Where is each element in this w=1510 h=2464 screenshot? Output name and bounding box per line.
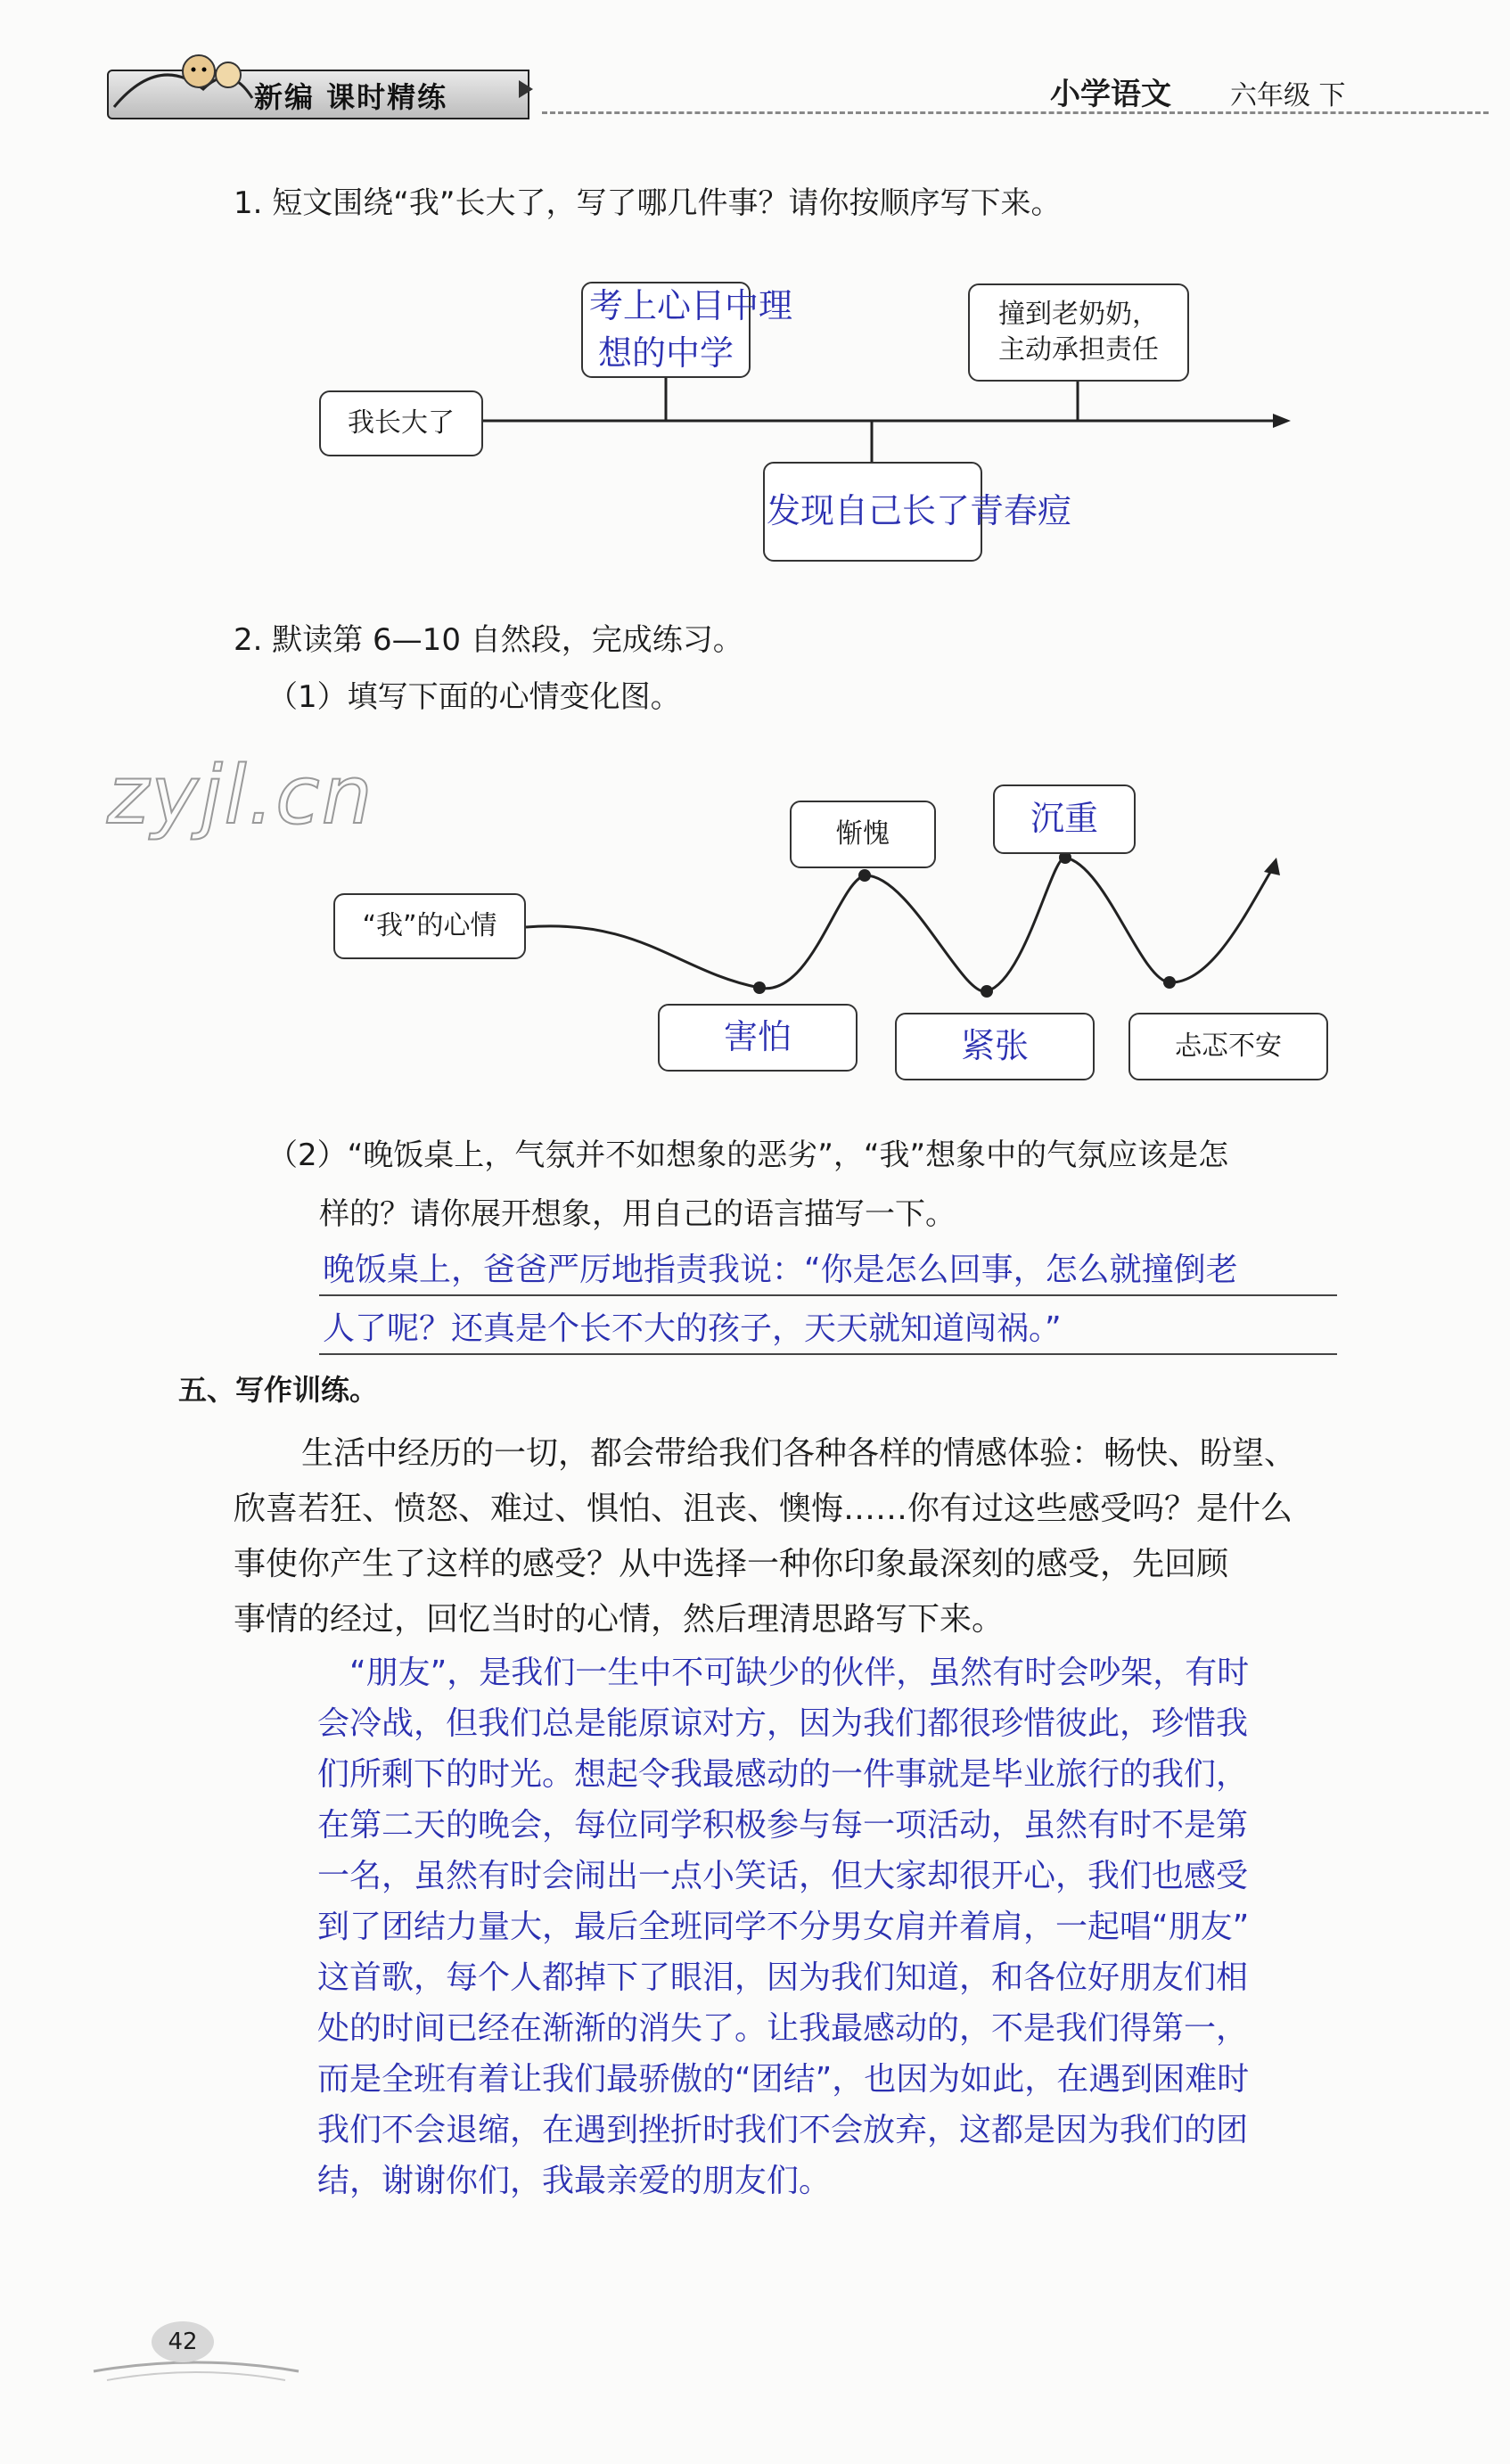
- essay-line: “朋友”，是我们一生中不可缺少的伙伴，虽然有时会吵架，有时: [349, 1655, 1250, 1691]
- mood-point-nervous: [981, 985, 993, 998]
- essay-answer[interactable]: [317, 1647, 1249, 2206]
- q1-answer-1-line1: 考上心目中理: [589, 285, 793, 325]
- mood-uneasy-label: 忐忑不安: [1175, 1030, 1282, 1062]
- grade-label: 六年级 下: [1230, 80, 1346, 111]
- q2-sub1-prompt: （1）填写下面的心情变化图。: [267, 679, 681, 715]
- mood-box-uneasy: [1128, 1013, 1328, 1080]
- mood-point-scared: [753, 981, 766, 994]
- mood-curve-arrow-icon: [1264, 858, 1280, 875]
- essay-line: 处的时间已经在渐渐的消失了。让我最感动的，不是我们得第一，: [317, 2010, 1249, 2047]
- mood-curve: [526, 858, 1275, 991]
- essay-line: 会冷战，但我们总是能原谅对方，因为我们都很珍惜彼此，珍惜我: [317, 1705, 1249, 1742]
- q2-answer-line2[interactable]: 人了呢？还真是个长不大的孩子，天天就知道闯祸。”: [323, 1310, 1062, 1347]
- q2-sub2-prompt-line2: 样的？请你展开想象，用自己的语言描写一下。: [319, 1196, 956, 1232]
- mood-nervous-label: 紧张: [960, 1026, 1029, 1066]
- q1-prompt: 1. 短文围绕“我”长大了，写了哪几件事？请你按顺序写下来。: [234, 185, 1062, 221]
- mood-point-uneasy: [1163, 976, 1176, 989]
- prompt-line: 欣喜若狂、愤怒、难过、惧怕、沮丧、懊悔……你有过这些感受吗？是什么: [234, 1491, 1293, 1527]
- mood-box-nervous[interactable]: [895, 1013, 1095, 1080]
- mood-scared-label: 害怕: [723, 1017, 792, 1057]
- section5-prompt: [234, 1426, 1296, 1647]
- q2-answer-line1[interactable]: 晚饭桌上，爸爸严厉地指责我说：“你是怎么回事，怎么就撞倒老: [323, 1252, 1238, 1288]
- section5-heading: 五、写作训练。: [178, 1373, 379, 1407]
- answer-rule-2: [319, 1353, 1337, 1355]
- essay-line: 到了团结力量大，最后全班同学不分男女肩并着肩，一起唱“朋友”: [317, 1909, 1250, 1945]
- q2-prompt: 2. 默读第 6—10 自然段，完成练习。: [234, 622, 743, 658]
- answer-rule-1: [319, 1294, 1337, 1296]
- series-title: 新编 课时精练: [254, 80, 448, 114]
- page-number: 42: [152, 2321, 214, 2362]
- mood-heavy-label: 沉重: [1030, 799, 1098, 839]
- mood-box-heavy[interactable]: [993, 784, 1136, 854]
- mood-curve-diagram: [0, 0, 1510, 1114]
- essay-line: 一名，虽然有时会闹出一点小笑话，但大家却很开心，我们也感受: [317, 1858, 1249, 1894]
- mood-start-box: [333, 893, 526, 959]
- watermark: zyjl.cn: [107, 749, 374, 842]
- q2-sub2-prompt-line1: （2）“晚饭桌上，气氛并不如想象的恶劣”，“我”想象中的气氛应该是怎: [267, 1138, 1229, 1173]
- q1-given-line1: 撞到老奶奶，: [998, 298, 1159, 330]
- prompt-line: 生活中经历的一切，都会带给我们各种各样的情感体验：畅快、盼望、: [301, 1435, 1297, 1472]
- mood-start-label: “我”的心情: [362, 909, 497, 941]
- q1-given-line2: 主动承担责任: [998, 334, 1159, 365]
- essay-line: 结，谢谢你们，我最亲爱的朋友们。: [317, 2163, 832, 2199]
- mood-box-scared[interactable]: [658, 1004, 858, 1072]
- q1-answer-1-line2: 想的中学: [597, 333, 734, 373]
- essay-line: 这首歌，每个人都掉下了眼泪，因为我们知道，和各位好朋友们相: [317, 1959, 1249, 1996]
- mood-box-ashamed: [790, 801, 936, 868]
- essay-line: 而是全班有着让我们最骄傲的“团结”，也因为如此，在遇到困难时: [317, 2061, 1250, 2098]
- essay-line: 在第二天的晚会，每位同学积极参与每一项活动，虽然有时不是第: [317, 1807, 1249, 1844]
- essay-line: 我们不会退缩，在遇到挫折时我们不会放弃，这都是因为我们的团: [317, 2112, 1249, 2148]
- subject-label: 小学语文: [1050, 77, 1171, 112]
- q1-start-label: 我长大了: [348, 407, 455, 439]
- mood-point-ashamed: [858, 869, 871, 882]
- q1-answer-2: 发现自己长了青春痘: [767, 491, 1072, 531]
- essay-line: 们所剩下的时光。想起令我最感动的一件事就是毕业旅行的我们，: [317, 1756, 1249, 1793]
- prompt-line: 事情的经过，回忆当时的心情，然后理清思路写下来。: [234, 1601, 1005, 1638]
- mood-ashamed-label: 惭愧: [836, 817, 890, 850]
- prompt-line: 事使你产生了这样的感受？从中选择一种你印象最深刻的感受，先回顾: [234, 1546, 1229, 1582]
